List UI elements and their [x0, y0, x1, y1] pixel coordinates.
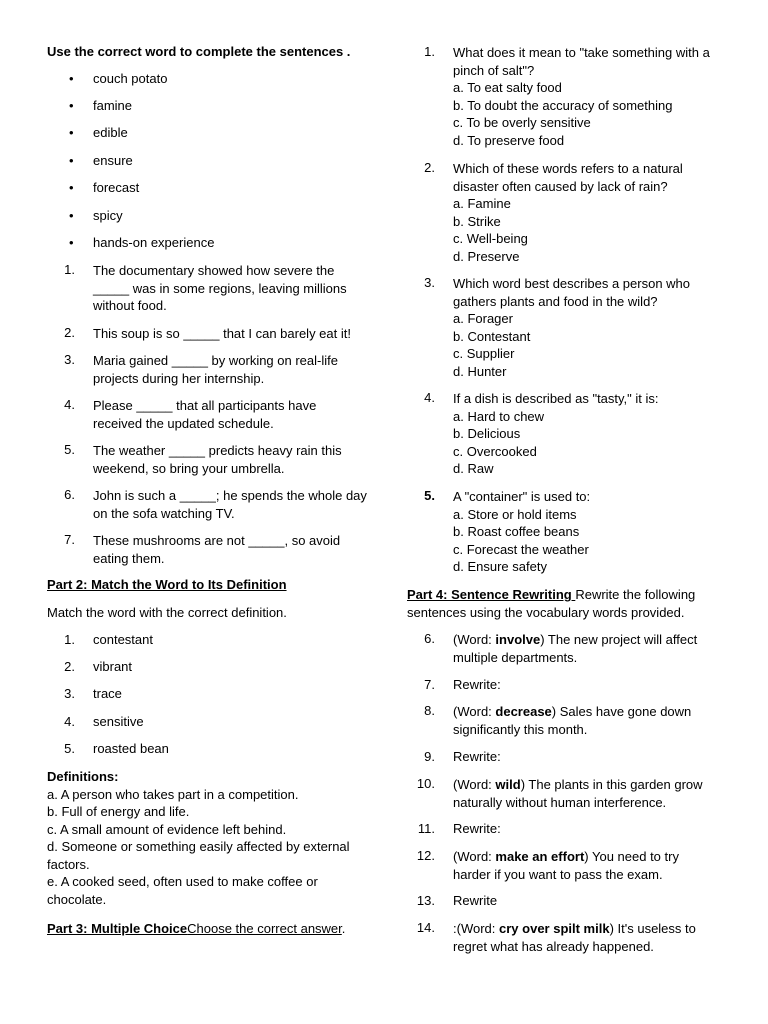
- definition-line: c. A small amount of evidence left behind.: [47, 821, 287, 837]
- part1-title: Use the correct word to complete the sentences .: [47, 44, 351, 59]
- vocab-word: involve: [495, 632, 541, 647]
- bullet-icon: [69, 208, 79, 223]
- definition-line: b. Full of energy and life.: [47, 804, 190, 819]
- part2-instruction: Match the word with the correct definition.: [47, 605, 287, 620]
- bullet-icon: [69, 235, 79, 250]
- definition-line: a. A person who takes part in a competition.: [47, 786, 299, 802]
- bullet-icon: [69, 153, 79, 168]
- vocab-word: wild: [495, 777, 521, 792]
- vocab-word: cry over spilt milk: [499, 921, 610, 936]
- bullet-icon: [69, 125, 79, 140]
- definition-line: e. A cooked seed, often used to make coffee or: [47, 874, 318, 889]
- bullet-icon: [69, 98, 79, 113]
- definition-line: factors.: [47, 856, 90, 872]
- bullet-icon: [69, 180, 79, 195]
- definition-line: chocolate.: [47, 891, 107, 907]
- bullet-icon: [69, 71, 79, 86]
- part3-title: Part 3: Multiple ChoiceChoose the correct answer: [47, 921, 342, 936]
- part4-instruction: Rewrite the following: [575, 587, 696, 602]
- definitions-block: [47, 768, 367, 908]
- part3-instruction: Choose the correct answer: [187, 921, 342, 936]
- part2-title: Part 2: Match the Word to Its Definition: [47, 577, 287, 592]
- definition-line: d. Someone or something easily affected by external: [47, 839, 350, 854]
- vocab-word: decrease: [495, 704, 552, 719]
- definitions-title: Definitions:: [47, 769, 119, 784]
- vocab-word: make an effort: [495, 849, 585, 864]
- part4-title: Part 4: Sentence Rewriting: [407, 587, 576, 602]
- part3-header: Part 3: Multiple ChoiceChoose the correct answer.: [47, 921, 346, 936]
- part4-header: Part 4: Sentence Rewriting Rewrite the following sentences using the vocabulary words provided.: [407, 587, 696, 620]
